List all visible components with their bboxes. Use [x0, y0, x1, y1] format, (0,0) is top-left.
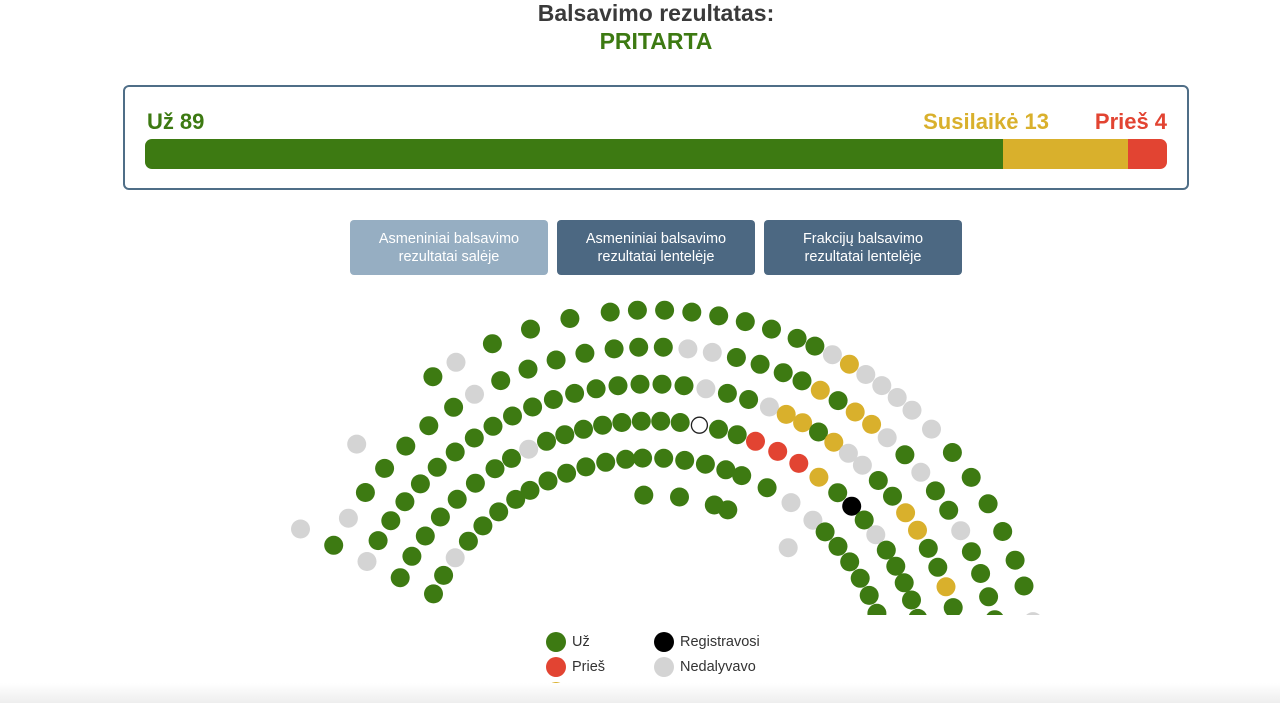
seat-for: [886, 557, 905, 576]
seat-absent: [347, 435, 366, 454]
seat-absent: [703, 343, 722, 362]
seat-for: [396, 437, 415, 456]
seat-absent: [782, 493, 801, 512]
seat-for: [565, 384, 584, 403]
seat-for: [596, 453, 615, 472]
seat-for: [612, 413, 631, 432]
seat-for: [459, 532, 478, 551]
legend-dot: [546, 632, 566, 652]
seat-for: [424, 584, 443, 603]
vote-status: PRITARTA: [599, 28, 713, 54]
for-value: 89: [179, 109, 205, 134]
seat-for: [944, 598, 963, 615]
seat-absent: [339, 509, 358, 528]
seat-for: [718, 500, 737, 519]
legend-item: [654, 632, 760, 652]
seat-absent: [903, 401, 922, 420]
result-progress-bar: [145, 139, 1167, 169]
seat-absent: [853, 456, 872, 475]
seat-absent: [678, 339, 697, 358]
legend-label: Už: [572, 634, 590, 650]
seat-for: [411, 474, 430, 493]
seat-absent: [291, 520, 310, 539]
seat-for: [609, 376, 628, 395]
seat-for: [375, 459, 394, 478]
seat-for: [521, 320, 540, 339]
seat-for: [587, 379, 606, 398]
seat-absent: [922, 420, 941, 439]
seat-for: [718, 384, 737, 403]
seat-for: [671, 413, 690, 432]
seat-absent: [888, 388, 907, 407]
seat-for: [419, 416, 438, 435]
abstained-label: Susilaikė: [923, 109, 1019, 134]
seat-for: [537, 432, 556, 451]
seat-for: [939, 501, 958, 520]
seat-for: [557, 464, 576, 483]
seat-for: [919, 539, 938, 558]
seat-for: [601, 303, 620, 322]
seat-for: [1015, 577, 1034, 596]
legend-item: [546, 657, 605, 677]
seat-for: [555, 425, 574, 444]
seat-abstained: [908, 521, 927, 540]
seat-for: [491, 371, 510, 390]
seat-against: [789, 454, 808, 473]
seat-for: [484, 417, 503, 436]
seat-absent: [760, 398, 779, 417]
seat-for: [544, 390, 563, 409]
seat-for: [851, 569, 870, 588]
seat-for: [908, 609, 927, 615]
seat-absent: [779, 538, 798, 557]
seat-for: [751, 355, 770, 374]
seat-absent: [447, 353, 466, 372]
seat-for: [675, 451, 694, 470]
seat-for: [633, 449, 652, 468]
seat-for: [829, 537, 848, 556]
seat-for: [486, 459, 505, 478]
seat-for: [653, 375, 672, 394]
seat-for: [519, 360, 538, 379]
seat-for: [869, 471, 888, 490]
seat-for: [727, 348, 746, 367]
seat-for: [634, 486, 653, 505]
seat-for: [369, 531, 388, 550]
seat-for: [739, 390, 758, 409]
for-label: Už: [147, 109, 174, 134]
seat-absent: [872, 376, 891, 395]
seat-for: [483, 334, 502, 353]
bar-segment-against: [1128, 139, 1167, 169]
seat-for: [829, 391, 848, 410]
seat-for: [670, 488, 689, 507]
seat-abstained: [793, 413, 812, 432]
seat-for: [883, 487, 902, 506]
seat-for: [736, 312, 755, 331]
seat-for: [465, 429, 484, 448]
seat-for: [675, 376, 694, 395]
seat-for: [629, 338, 648, 357]
seat-against: [768, 442, 787, 461]
seat-for: [448, 490, 467, 509]
seat-for: [631, 375, 650, 394]
seat-for: [926, 481, 945, 500]
seat-for: [654, 338, 673, 357]
seat-for: [1006, 551, 1025, 570]
against-value: 4: [1154, 109, 1167, 134]
legend-label: Prieš: [572, 659, 606, 675]
seat-absent: [823, 345, 842, 364]
seat-for: [502, 449, 521, 468]
faction-results-button[interactable]: Frakcijų balsavimo rezultatai lentelėje: [764, 220, 962, 275]
seat-for: [651, 412, 670, 431]
seat-abstained: [862, 415, 881, 434]
seat-abstained: [809, 468, 828, 487]
seat-against: [746, 432, 765, 451]
seat-for: [788, 329, 807, 348]
seat-abstained: [846, 403, 865, 422]
table-results-button[interactable]: Asmeniniai balsavimo rezultatai lentelėje: [557, 220, 755, 275]
seat-for: [979, 587, 998, 606]
legend-dot: [546, 657, 566, 677]
seat-for: [503, 407, 522, 426]
seat-for: [971, 564, 990, 583]
seating-chart: [0, 295, 1280, 615]
seat-for: [356, 483, 375, 502]
seat-for: [867, 604, 886, 615]
legend-label: Registravosi: [680, 634, 760, 650]
seat-for: [593, 416, 612, 435]
for-count: [147, 109, 204, 135]
seat-absent: [696, 379, 715, 398]
seat-for: [381, 511, 400, 530]
seat-for: [805, 337, 824, 356]
bar-segment-abstained: [1003, 139, 1128, 169]
seat-for: [539, 472, 558, 491]
seat-for: [895, 445, 914, 464]
seat-for: [696, 455, 715, 474]
seat-for: [709, 306, 728, 325]
seat-for: [682, 303, 701, 322]
seat-for: [324, 536, 343, 555]
legend-dot: [654, 657, 674, 677]
seat-for: [655, 301, 674, 320]
seat-absent: [878, 428, 897, 447]
seat-for: [395, 492, 414, 511]
seat-for: [928, 558, 947, 577]
seat-for: [654, 449, 673, 468]
seat-for: [521, 481, 540, 500]
abstained-value: 13: [1024, 109, 1049, 134]
seat-abstained: [777, 405, 796, 424]
seat-for: [628, 301, 647, 320]
seat-for: [473, 516, 492, 535]
seat-for: [728, 425, 747, 444]
seat-for: [840, 552, 859, 571]
seat-absent: [465, 385, 484, 404]
seat-for: [758, 478, 777, 497]
seat-for: [446, 443, 465, 462]
seat-for: [902, 591, 921, 610]
seat-for: [979, 494, 998, 513]
seat-for: [416, 527, 435, 546]
seat-for: [993, 522, 1012, 541]
seat-for: [444, 398, 463, 417]
seat-absent: [866, 525, 885, 544]
page-title: Balsavimo rezultatas:: [537, 0, 775, 26]
seat-for: [860, 586, 879, 605]
seat-abstained: [937, 577, 956, 596]
seat-for: [560, 309, 579, 328]
seat-for: [962, 542, 981, 561]
hall-results-button[interactable]: Asmeniniai balsavimo rezultatai salėje: [350, 220, 548, 275]
seat-for: [431, 508, 450, 527]
seat-for: [489, 502, 508, 521]
seat-for: [576, 457, 595, 476]
seat-for: [574, 420, 593, 439]
seat-for: [523, 398, 542, 417]
seat-for: [391, 568, 410, 587]
seat-for: [816, 522, 835, 541]
legend-label: Nedalyvavo: [680, 659, 756, 675]
seat-abstained: [840, 355, 859, 374]
seat-absent: [358, 552, 377, 571]
seat-for: [962, 468, 981, 487]
seat-for: [732, 466, 751, 485]
legend-dot: [654, 632, 674, 652]
bar-segment-for: [145, 139, 1003, 169]
legend-item: [654, 657, 756, 677]
seat-absent: [519, 440, 538, 459]
against-count: [1095, 109, 1167, 135]
abstained-count: [923, 109, 1049, 135]
seat-for: [434, 566, 453, 585]
seat-for: [428, 458, 447, 477]
seat-for: [547, 351, 566, 370]
legend-item: [546, 632, 590, 652]
seat-abstained: [811, 381, 830, 400]
seat-for: [616, 450, 635, 469]
seat-absent: [951, 521, 970, 540]
seat-for: [575, 344, 594, 363]
seat-for: [423, 367, 442, 386]
seat-for: [632, 412, 651, 431]
seat-absent: [1024, 612, 1043, 615]
against-label: Prieš: [1094, 109, 1149, 134]
seat-absent: [911, 463, 930, 482]
result-summary-panel: [123, 85, 1189, 190]
seat-for: [985, 610, 1004, 615]
seat-for: [762, 320, 781, 339]
seat-for: [709, 420, 728, 439]
seat-for: [793, 371, 812, 390]
seat-for: [605, 339, 624, 358]
seat-abstained: [896, 503, 915, 522]
page-bottom-edge: [0, 683, 1280, 703]
seat-for: [774, 363, 793, 382]
seat-for: [828, 483, 847, 502]
seat-absent: [446, 548, 465, 567]
seat-for: [877, 541, 896, 560]
seat-for: [895, 573, 914, 592]
seat-absent: [856, 365, 875, 384]
seat-empty: [691, 417, 707, 433]
seat-for: [466, 474, 485, 493]
seat-for: [943, 443, 962, 462]
seat-for: [402, 547, 421, 566]
